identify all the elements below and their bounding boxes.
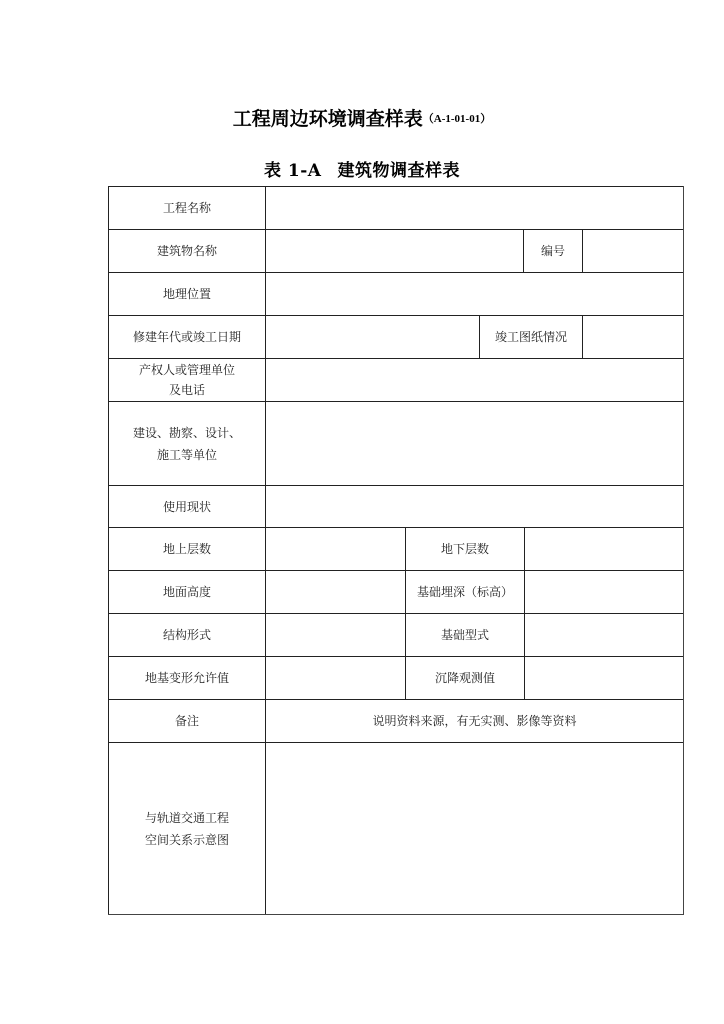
document-title	[0, 104, 724, 131]
label-location: 地理位置	[108, 272, 265, 315]
label-spatial-diagram-line1: 与轨道交通工程	[144, 810, 229, 825]
label-ground-height: 地面高度	[108, 570, 265, 613]
field-build-date[interactable]	[265, 315, 479, 358]
label-owner	[108, 358, 265, 401]
label-foundation-depth: 基础埋深（标高）	[405, 570, 524, 613]
label-floors-below: 地下层数	[405, 527, 524, 570]
subtitle-number: 表 1-A	[264, 161, 322, 181]
field-number[interactable]	[582, 229, 683, 272]
label-usage-status: 使用现状	[108, 485, 265, 527]
field-usage-status[interactable]	[265, 485, 683, 527]
label-units-line2: 施工等单位	[156, 447, 217, 462]
label-foundation-type: 基础型式	[405, 613, 524, 656]
field-settlement-value[interactable]	[524, 656, 683, 699]
title-code: （A-1-01-01）	[422, 113, 492, 125]
field-owner[interactable]	[265, 358, 683, 401]
field-as-built-drawings[interactable]	[582, 315, 683, 358]
label-owner-line2: 及电话	[168, 383, 205, 397]
field-ground-height[interactable]	[265, 570, 405, 613]
label-remarks: 备注	[108, 699, 265, 742]
field-location[interactable]	[265, 272, 683, 315]
label-spatial-diagram-line2: 空间关系示意图	[144, 832, 229, 847]
field-units[interactable]	[265, 401, 683, 485]
building-survey-table	[108, 186, 683, 914]
subtitle-name: 建筑物调查样表	[337, 161, 460, 181]
label-as-built-drawings: 竣工图纸情况	[479, 315, 582, 358]
label-units	[108, 401, 265, 485]
label-settlement-value: 沉降观测值	[405, 656, 524, 699]
field-foundation-type[interactable]	[524, 613, 683, 656]
field-structure-type[interactable]	[265, 613, 405, 656]
field-floors-below[interactable]	[524, 527, 683, 570]
field-remarks[interactable]: 说明资料来源，有无实测、影像等资料	[265, 699, 683, 742]
label-number: 编号	[523, 229, 582, 272]
label-project-name: 工程名称	[108, 186, 265, 229]
field-foundation-depth[interactable]	[524, 570, 683, 613]
label-structure-type: 结构形式	[108, 613, 265, 656]
field-spatial-diagram[interactable]	[265, 742, 683, 914]
label-units-line1: 建设、勘察、设计、	[132, 425, 241, 440]
label-floors-above: 地上层数	[108, 527, 265, 570]
label-allowable-deformation: 地基变形允许值	[108, 656, 265, 699]
field-floors-above[interactable]	[265, 527, 405, 570]
field-project-name[interactable]	[265, 186, 683, 229]
field-allowable-deformation[interactable]	[265, 656, 405, 699]
title-text: 工程周边环境调查样表	[232, 108, 423, 130]
label-spatial-diagram	[108, 742, 265, 914]
field-building-name[interactable]	[265, 229, 523, 272]
label-build-date: 修建年代或竣工日期	[108, 315, 265, 358]
label-building-name: 建筑物名称	[108, 229, 265, 272]
label-owner-line1: 产权人或管理单位	[138, 363, 235, 377]
table-subtitle	[0, 156, 724, 181]
